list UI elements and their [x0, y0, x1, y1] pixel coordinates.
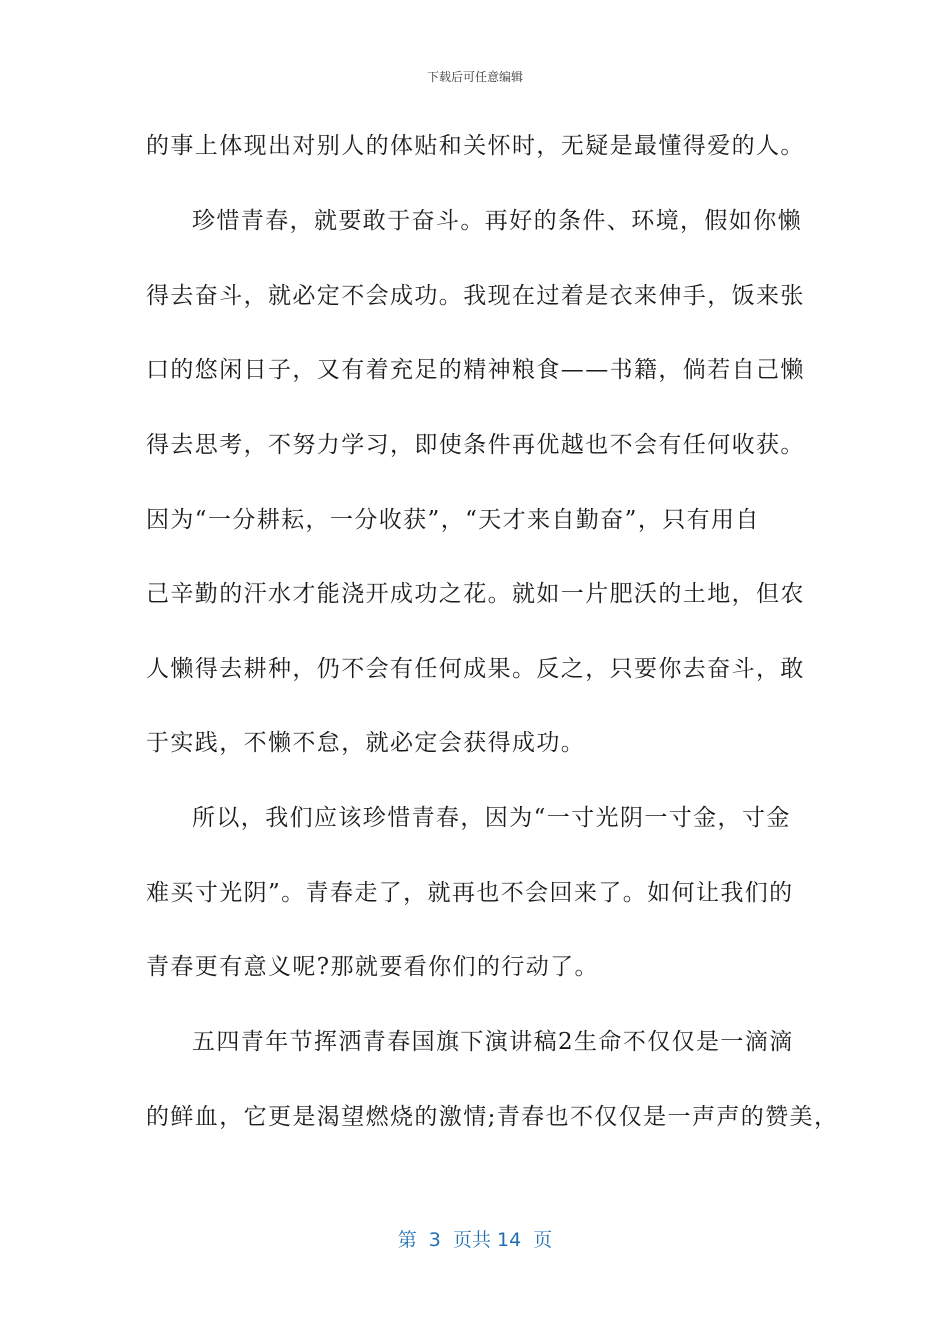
body-line: 得去思考，不努力学习，即使条件再优越也不会有任何收获。 [146, 432, 805, 458]
body-line: 所以，我们应该珍惜青春，因为“一寸光阴一寸金，寸金 [192, 805, 791, 831]
body-line: 的鲜血，它更是渴望燃烧的激情;青春也不仅仅是一声声的赞美， [146, 1104, 839, 1130]
body-line: 人懒得去耕种，仍不会有任何成果。反之，只要你去奋斗，敢 [146, 656, 805, 682]
body-line: 五四青年节挥洒青春国旗下演讲稿2生命不仅仅是一滴滴 [192, 1029, 794, 1055]
body-line: 的事上体现出对别人的体贴和关怀时，无疑是最懂得爱的人。 [146, 133, 805, 159]
body-line: 珍惜青春，就要敢于奋斗。再好的条件、环境，假如你懒 [192, 208, 802, 234]
body-line: 因为“一分耕耘，一分收获”，“天才来自勤奋”，只有用自 [146, 507, 760, 533]
header-note: 下载后可任意编辑 [426, 70, 523, 84]
body-line: 得去奋斗，就必定不会成功。我现在过着是衣来伸手，饭来张 [146, 283, 805, 309]
body-line: 口的悠闲日子，又有着充足的精神粮食——书籍，倘若自己懒 [146, 357, 805, 383]
body-line: 难买寸光阴”。青春走了，就再也不会回来了。如何让我们的 [146, 880, 794, 906]
body-line: 于实践，不懒不怠，就必定会获得成功。 [146, 730, 586, 756]
page-number: 第 3 页共 14 页 [397, 1229, 553, 1251]
body-line: 青春更有意义呢?那就要看你们的行动了。 [146, 954, 599, 980]
body-line: 己辛勤的汗水才能浇开成功之花。就如一片肥沃的土地，但农 [146, 581, 805, 607]
